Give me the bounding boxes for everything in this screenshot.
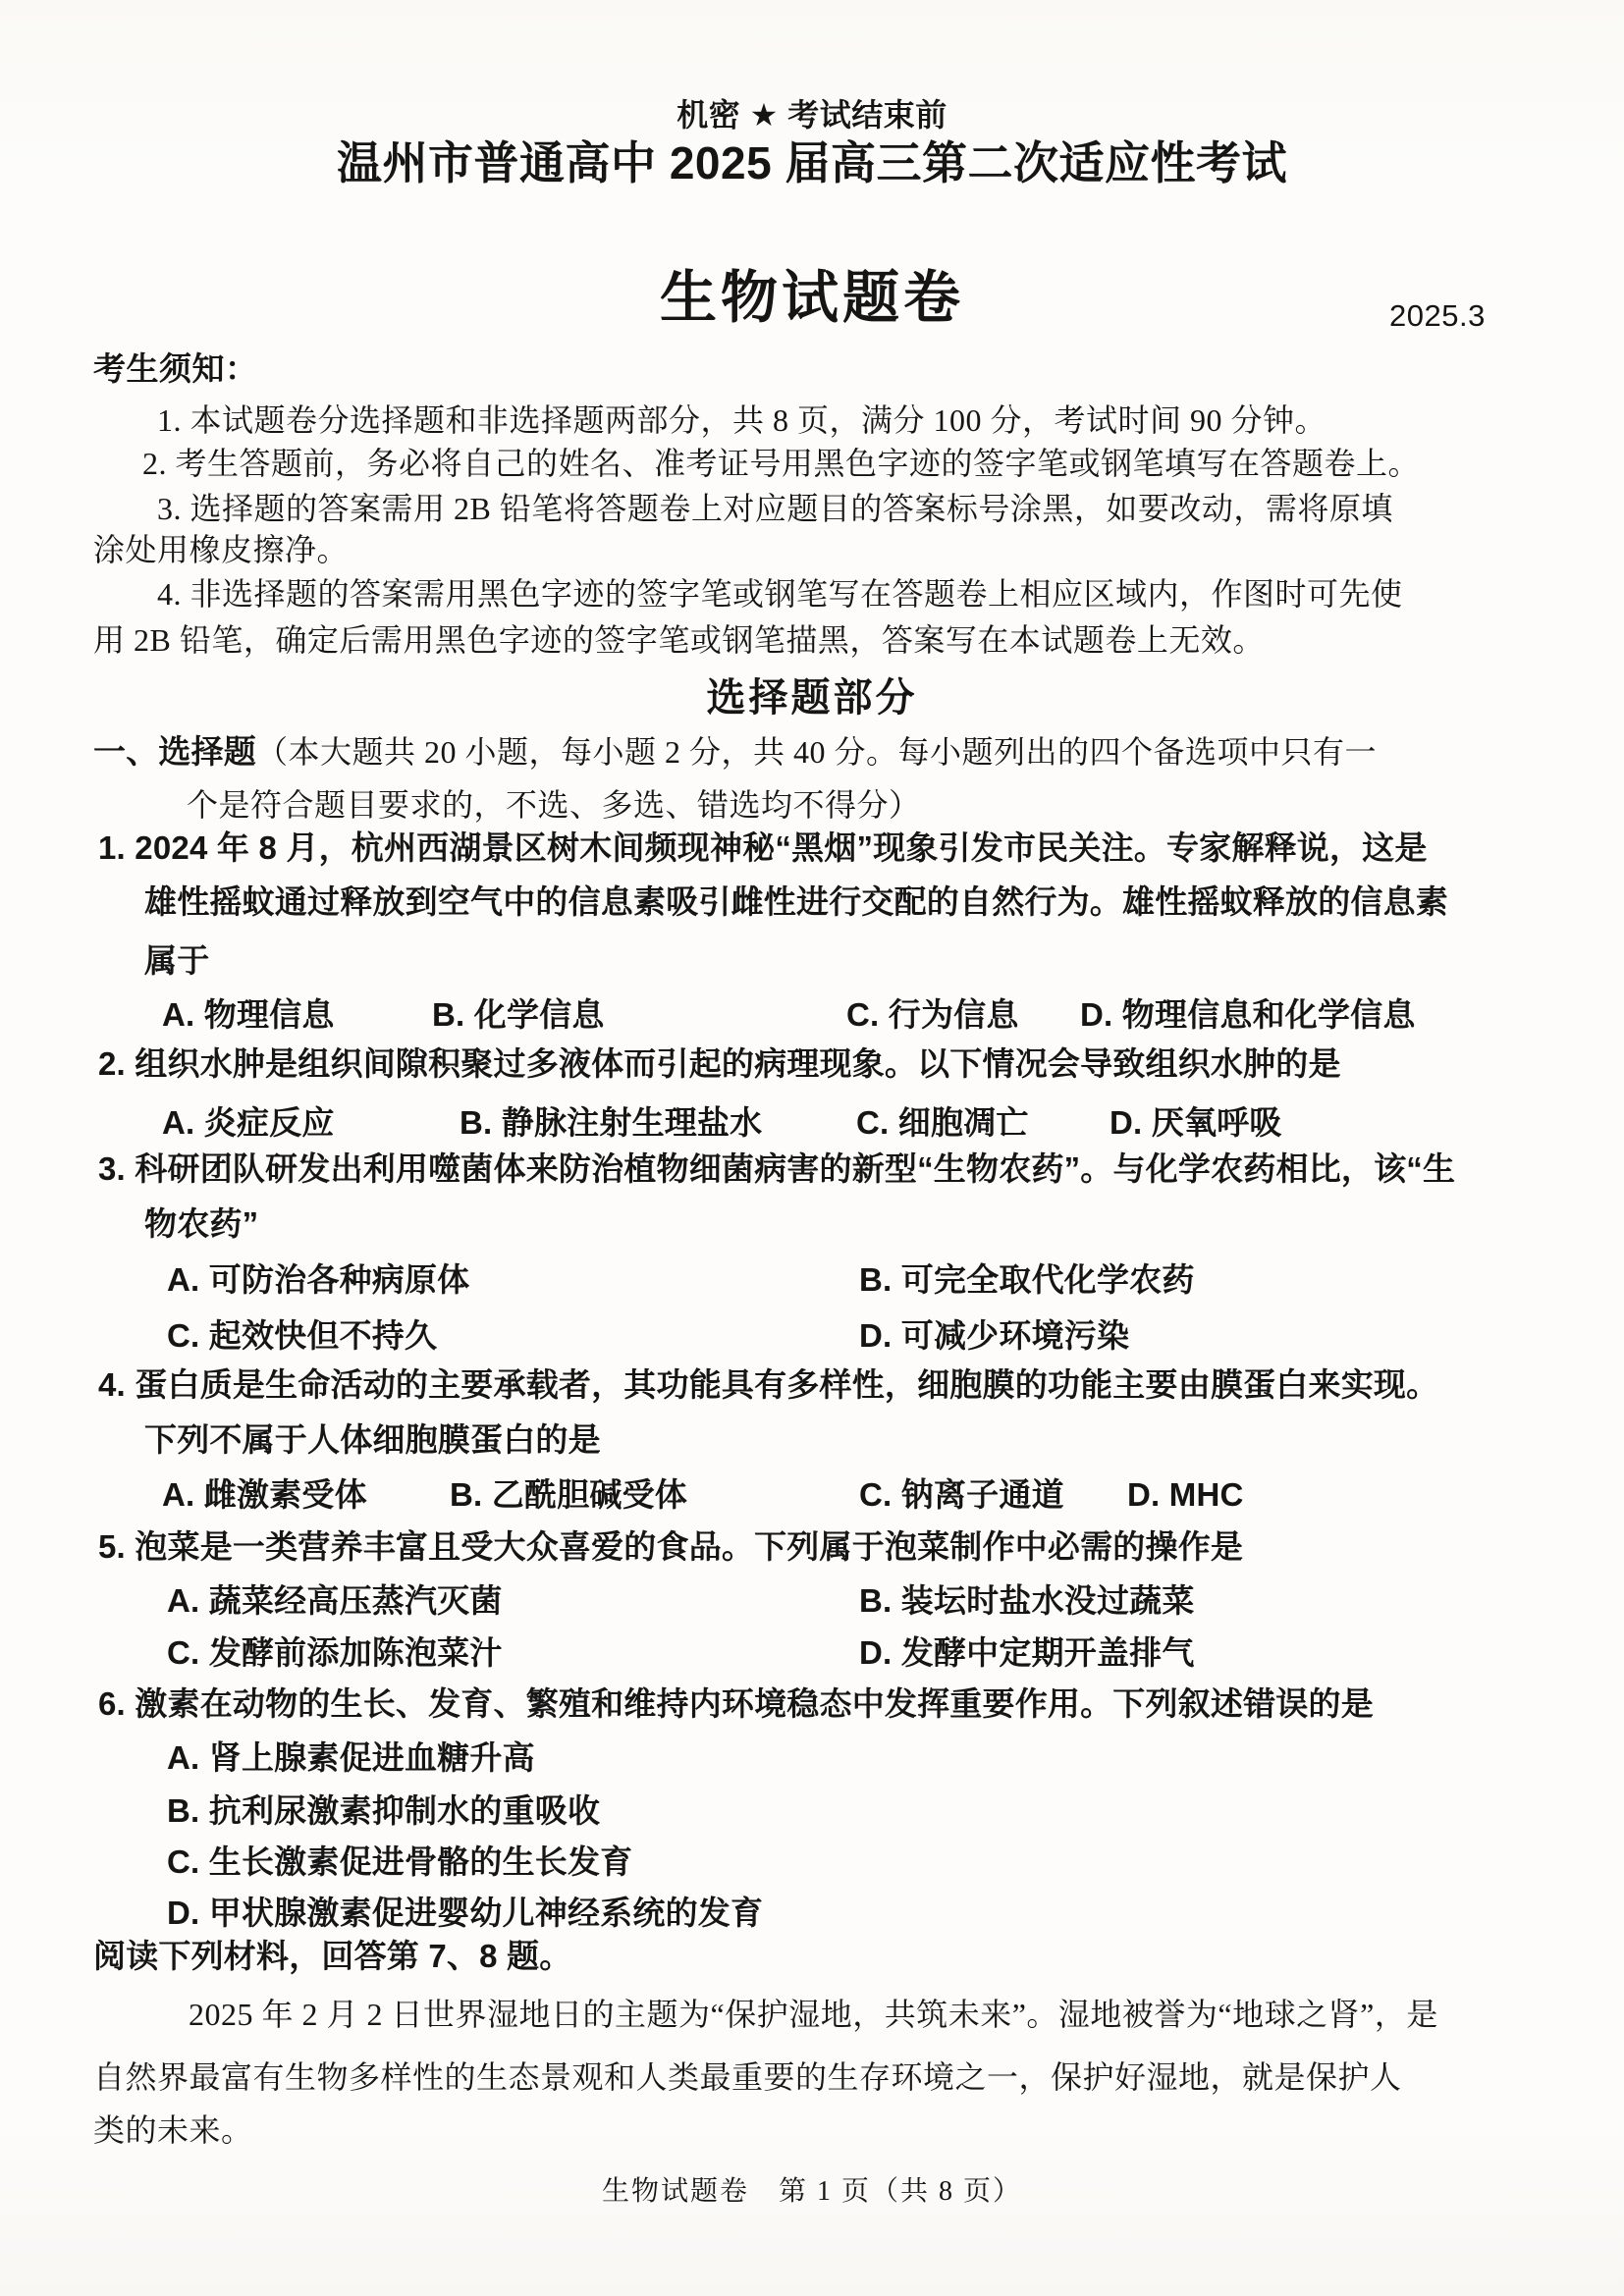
confidential-notice: 机密 ★ 考试结束前: [677, 97, 947, 133]
question-5-option-d: D. 发酵中定期开盖排气: [859, 1634, 1195, 1671]
question-4-line-2: 下列不属于人体细胞膜蛋白的是: [144, 1421, 601, 1458]
question-6-option-b: B. 抗利尿激素抑制水的重吸收: [167, 1792, 601, 1829]
notice-item-3-line-2: 涂处用橡皮擦净。: [93, 532, 350, 567]
question-1-option-d: D. 物理信息和化学信息: [1080, 996, 1416, 1033]
question-2-option-a: A. 炎症反应: [162, 1104, 335, 1141]
page-footer: 生物试题卷 第 1 页（共 8 页）: [601, 2176, 1022, 2207]
question-4-option-a: A. 雌激素受体: [162, 1476, 367, 1513]
question-5-number: 5.: [98, 1528, 135, 1565]
section-intro-label: 一、选择题: [93, 733, 256, 770]
question-4-option-b: B. 乙酰胆碱受体: [450, 1476, 687, 1513]
question-3-options-row-2: [0, 1315, 1624, 1357]
question-1-option-b: B. 化学信息: [432, 996, 605, 1033]
section-intro-line-1: [93, 731, 1377, 774]
question-1-option-c: C. 行为信息: [846, 996, 1019, 1033]
question-4-option-c: C. 钠离子通道: [859, 1476, 1064, 1513]
question-5-option-c: C. 发酵前添加陈泡菜汁: [167, 1634, 503, 1671]
question-2-option-d: D. 厌氧呼吸: [1110, 1104, 1282, 1141]
question-3-option-c: C. 起效快但不持久: [167, 1317, 438, 1354]
exam-date: 2025.3: [1389, 298, 1486, 333]
question-2-option-c: C. 细胞凋亡: [856, 1104, 1029, 1141]
question-2-line-1: 2. 组织水肿是组织间隙积聚过多液体而引起的病理现象。以下情况会导致组织水肿的是: [98, 1045, 1341, 1082]
notice-item-4-line-2: 用 2B 铅笔，确定后需用黑色字迹的签字笔或钢笔描黑，答案写在本试题卷上无效。: [93, 622, 1265, 658]
question-3-line-2: 物农药”: [144, 1205, 259, 1242]
notice-item-3-line-1: 3. 选择题的答案需用 2B 铅笔将答题卷上对应题目的答案标号涂黑，如要改动，需将原填: [157, 491, 1393, 526]
exam-title: 温州市普通高中 2025 届高三第二次适应性考试: [337, 137, 1287, 188]
question-3-number: 3.: [98, 1150, 135, 1187]
question-5-option-b: B. 装坛时盐水没过蔬菜: [859, 1582, 1195, 1619]
question-3-option-a: A. 可防治各种病原体: [167, 1261, 470, 1298]
page-title: 生物试题卷: [659, 266, 964, 330]
question-5-option-a: A. 蔬菜经高压蒸汽灭菌: [167, 1582, 503, 1619]
reading-material-line-1: 2025 年 2 月 2 日世界湿地日的主题为“保护湿地，共筑未来”。湿地被誉为“地球之肾”，是: [189, 1997, 1438, 2032]
notice-heading: 考生须知：: [93, 352, 258, 388]
question-4-number: 4.: [98, 1366, 135, 1403]
question-1-line-1: 1. 2024 年 8 月，杭州西湖景区树木间频现神秘“黑烟”现象引发市民关注。专家解释说，这是: [98, 829, 1428, 866]
notice-item-2: 2. 考生答题前，务必将自己的姓名、准考证号用黑色字迹的签字笔或钢笔填写在答题卷上。: [142, 446, 1421, 481]
question-2-options: [0, 1102, 1624, 1144]
question-1-number: 1.: [98, 829, 135, 866]
question-4-option-d: D. MHC: [1127, 1476, 1244, 1513]
reading-material-line-2: 自然界最富有生物多样性的生态景观和人类最重要的生存环境之一，保护好湿地，就是保护人: [93, 2059, 1402, 2095]
question-5-options-row-2: [0, 1632, 1624, 1674]
section-intro-line-2: 个是符合题目要求的，不选、多选、错选均不得分）: [187, 787, 921, 823]
question-6-number: 6.: [98, 1685, 135, 1722]
question-1-option-a: A. 物理信息: [162, 996, 335, 1033]
question-6-option-d: D. 甲状腺激素促进婴幼儿神经系统的发育: [167, 1895, 764, 1931]
section-heading: 选择题部分: [706, 676, 918, 720]
question-5-options-row-1: [0, 1580, 1624, 1622]
notice-item-1: 1. 本试题卷分选择题和非选择题两部分，共 8 页，满分 100 分，考试时间 90 分钟。: [157, 402, 1327, 438]
question-6-option-a: A. 肾上腺素促进血糖升高: [167, 1739, 535, 1776]
reading-material-line-3: 类的未来。: [93, 2112, 253, 2148]
question-4-line-1: 4. 蛋白质是生命活动的主要承载者，其功能具有多样性，细胞膜的功能主要由膜蛋白来实现。: [98, 1366, 1439, 1403]
question-3-option-b: B. 可完全取代化学农药: [859, 1261, 1195, 1298]
question-2-number: 2.: [98, 1045, 135, 1082]
question-4-options: [0, 1474, 1624, 1516]
question-6-line-1: 6. 激素在动物的生长、发育、繁殖和维持内环境稳态中发挥重要作用。下列叙述错误的是: [98, 1685, 1374, 1722]
notice-item-4-line-1: 4. 非选择题的答案需用黑色字迹的签字笔或钢笔写在答题卷上相应区域内，作图时可先使: [157, 576, 1403, 612]
section-intro-text: （本大题共 20 小题，每小题 2 分，共 40 分。每小题列出的四个备选项中只有一: [256, 734, 1378, 770]
question-2-option-b: B. 静脉注射生理盐水: [460, 1104, 763, 1141]
question-1-options: [0, 994, 1624, 1036]
question-3-line-1: 3. 科研团队研发出利用噬菌体来防治植物细菌病害的新型“生物农药”。与化学农药相比，该“生: [98, 1150, 1456, 1187]
question-6-option-c: C. 生长激素促进骨骼的生长发育: [167, 1843, 633, 1880]
question-3-option-d: D. 可减少环境污染: [859, 1317, 1130, 1354]
question-1-line-3: 属于: [144, 942, 210, 979]
reading-material-intro: 阅读下列材料，回答第 7、8 题。: [93, 1938, 572, 1974]
question-5-line-1: 5. 泡菜是一类营养丰富且受大众喜爱的食品。下列属于泡菜制作中必需的操作是: [98, 1528, 1244, 1565]
question-3-options-row-1: [0, 1259, 1624, 1301]
question-1-line-2: 雄性摇蚊通过释放到空气中的信息素吸引雌性进行交配的自然行为。雄性摇蚊释放的信息素: [144, 883, 1448, 920]
